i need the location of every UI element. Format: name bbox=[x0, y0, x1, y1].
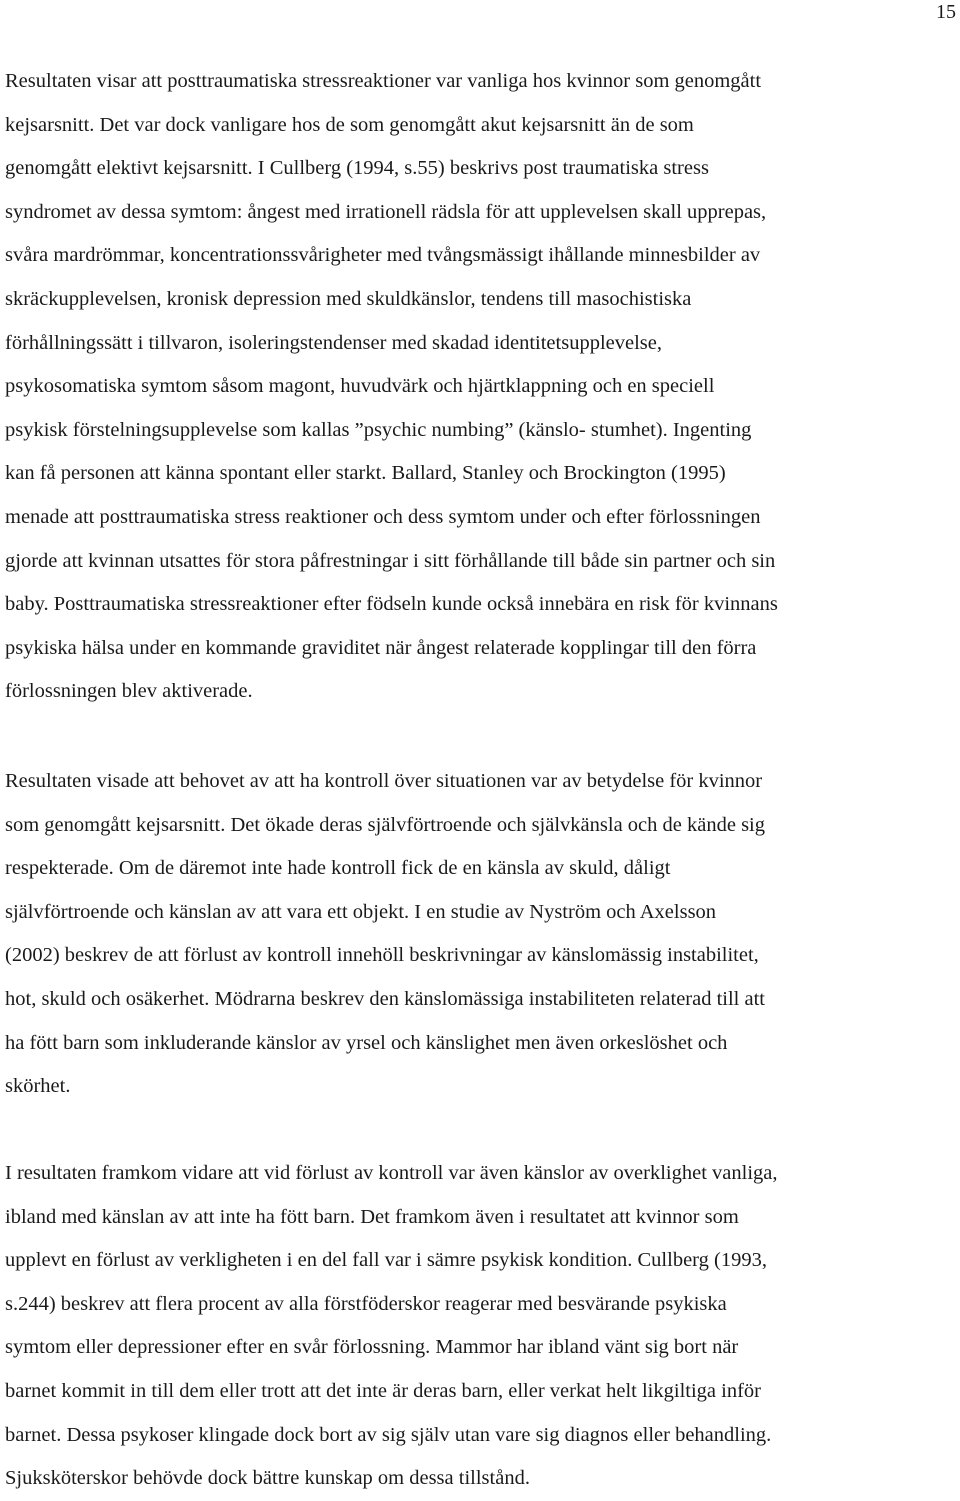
text-line: syndromet av dessa symtom: ångest med irrationell rädsla för att upplevelsen skall upprepas, bbox=[5, 200, 767, 223]
text-line: svåra mardrömmar, koncentrationssvårigheter med tvångsmässigt ihållande minnesbilder av bbox=[5, 244, 761, 267]
text-line: Resultaten visar att posttraumatiska stressreaktioner var vanliga hos kvinnor som genomgått bbox=[5, 70, 762, 92]
text-line: I resultaten framkom vidare att vid förlust av kontroll var även känslor av overklighet vanliga, bbox=[5, 1162, 778, 1184]
paragraph-1 bbox=[5, 60, 960, 714]
text-line: psykosomatiska symtom såsom magont, huvudvärk och hjärtklappning och en speciell bbox=[5, 375, 715, 398]
text-line: respekterade. Om de däremot inte hade kontroll fick de en känsla av skuld, dåligt bbox=[5, 857, 671, 880]
text-line: psykisk förstelningsupplevelse som kallas ”psychic numbing” (känslo- stumhet). Ingenting bbox=[5, 418, 752, 441]
text-line: förhållningssätt i tillvaron, isoleringstendenser med skadad identitetsupplevelse, bbox=[5, 331, 662, 354]
text-line: ibland med känslan av att inte ha fött barn. Det framkom även i resultatet att kvinnor som bbox=[5, 1205, 739, 1228]
text-line: Resultaten visade att behovet av att ha kontroll över situationen var av betydelse för kvinnor bbox=[5, 770, 763, 792]
text-line: (2002) beskrev de att förlust av kontroll innehöll beskrivningar av känslomässig instabilitet, bbox=[5, 944, 759, 967]
text-line: upplevt en förlust av verkligheten i en del fall var i sämre psykisk kondition. Cullberg (1993, bbox=[5, 1249, 767, 1272]
text-line: genomgått elektivt kejsarsnitt. I Cullberg (1994, s.55) beskrivs post traumatiska stress bbox=[5, 157, 709, 180]
text-line: kejsarsnitt. Det var dock vanligare hos de som genomgått akut kejsarsnitt än de som bbox=[5, 113, 694, 136]
text-line: hot, skuld och osäkerhet. Mödrarna beskrev den känslomässiga instabiliteten relaterad till att bbox=[5, 987, 765, 1010]
text-line: barnet. Dessa psykoser klingade dock bort av sig själv utan vare sig diagnos eller behandling. bbox=[5, 1423, 772, 1446]
text-line: menade att posttraumatiska stress reaktioner och dess symtom under och efter förlossningen bbox=[5, 505, 761, 528]
paragraph-3 bbox=[5, 1152, 960, 1501]
paragraph-2 bbox=[5, 760, 960, 1109]
page-number: 15 bbox=[936, 1, 956, 23]
text-line: s.244) beskrev att flera procent av alla förstföderskor reagerar med besvärande psykiska bbox=[5, 1292, 727, 1315]
text-line: kan få personen att känna spontant eller starkt. Ballard, Stanley och Brockington (1995) bbox=[5, 462, 726, 485]
text-line: baby. Posttraumatiska stressreaktioner efter födseln kunde också innebära en risk för kvinnans bbox=[5, 593, 778, 616]
text-line: förlossningen blev aktiverade. bbox=[5, 680, 253, 703]
text-line: ha fött barn som inkluderande känslor av yrsel och känslighet men även orkeslöshet och bbox=[5, 1031, 728, 1054]
text-line: barnet kommit in till dem eller trott att det inte är deras barn, eller verkat helt likgiltiga inför bbox=[5, 1379, 761, 1402]
text-line: självförtroende och känslan av att vara ett objekt. I en studie av Nyström och Axelsson bbox=[5, 900, 717, 923]
text-line: psykiska hälsa under en kommande graviditet när ångest relaterade kopplingar till den förra bbox=[5, 636, 757, 659]
text-line: som genomgått kejsarsnitt. Det ökade deras självförtroende och självkänsla och de kände sig bbox=[5, 813, 765, 836]
text-line: gjorde att kvinnan utsattes för stora påfrestningar i sitt förhållande till både sin partner och sin bbox=[5, 549, 776, 572]
text-line: skörhet. bbox=[5, 1075, 71, 1098]
text-line: Sjuksköterskor behövde dock bättre kunskap om dessa tillstånd. bbox=[5, 1467, 530, 1490]
text-line: symtom eller depressioner efter en svår förlossning. Mammor har ibland vänt sig bort när bbox=[5, 1336, 739, 1359]
text-line: skräckupplevelsen, kronisk depression med skuldkänslor, tendens till masochistiska bbox=[5, 287, 692, 310]
